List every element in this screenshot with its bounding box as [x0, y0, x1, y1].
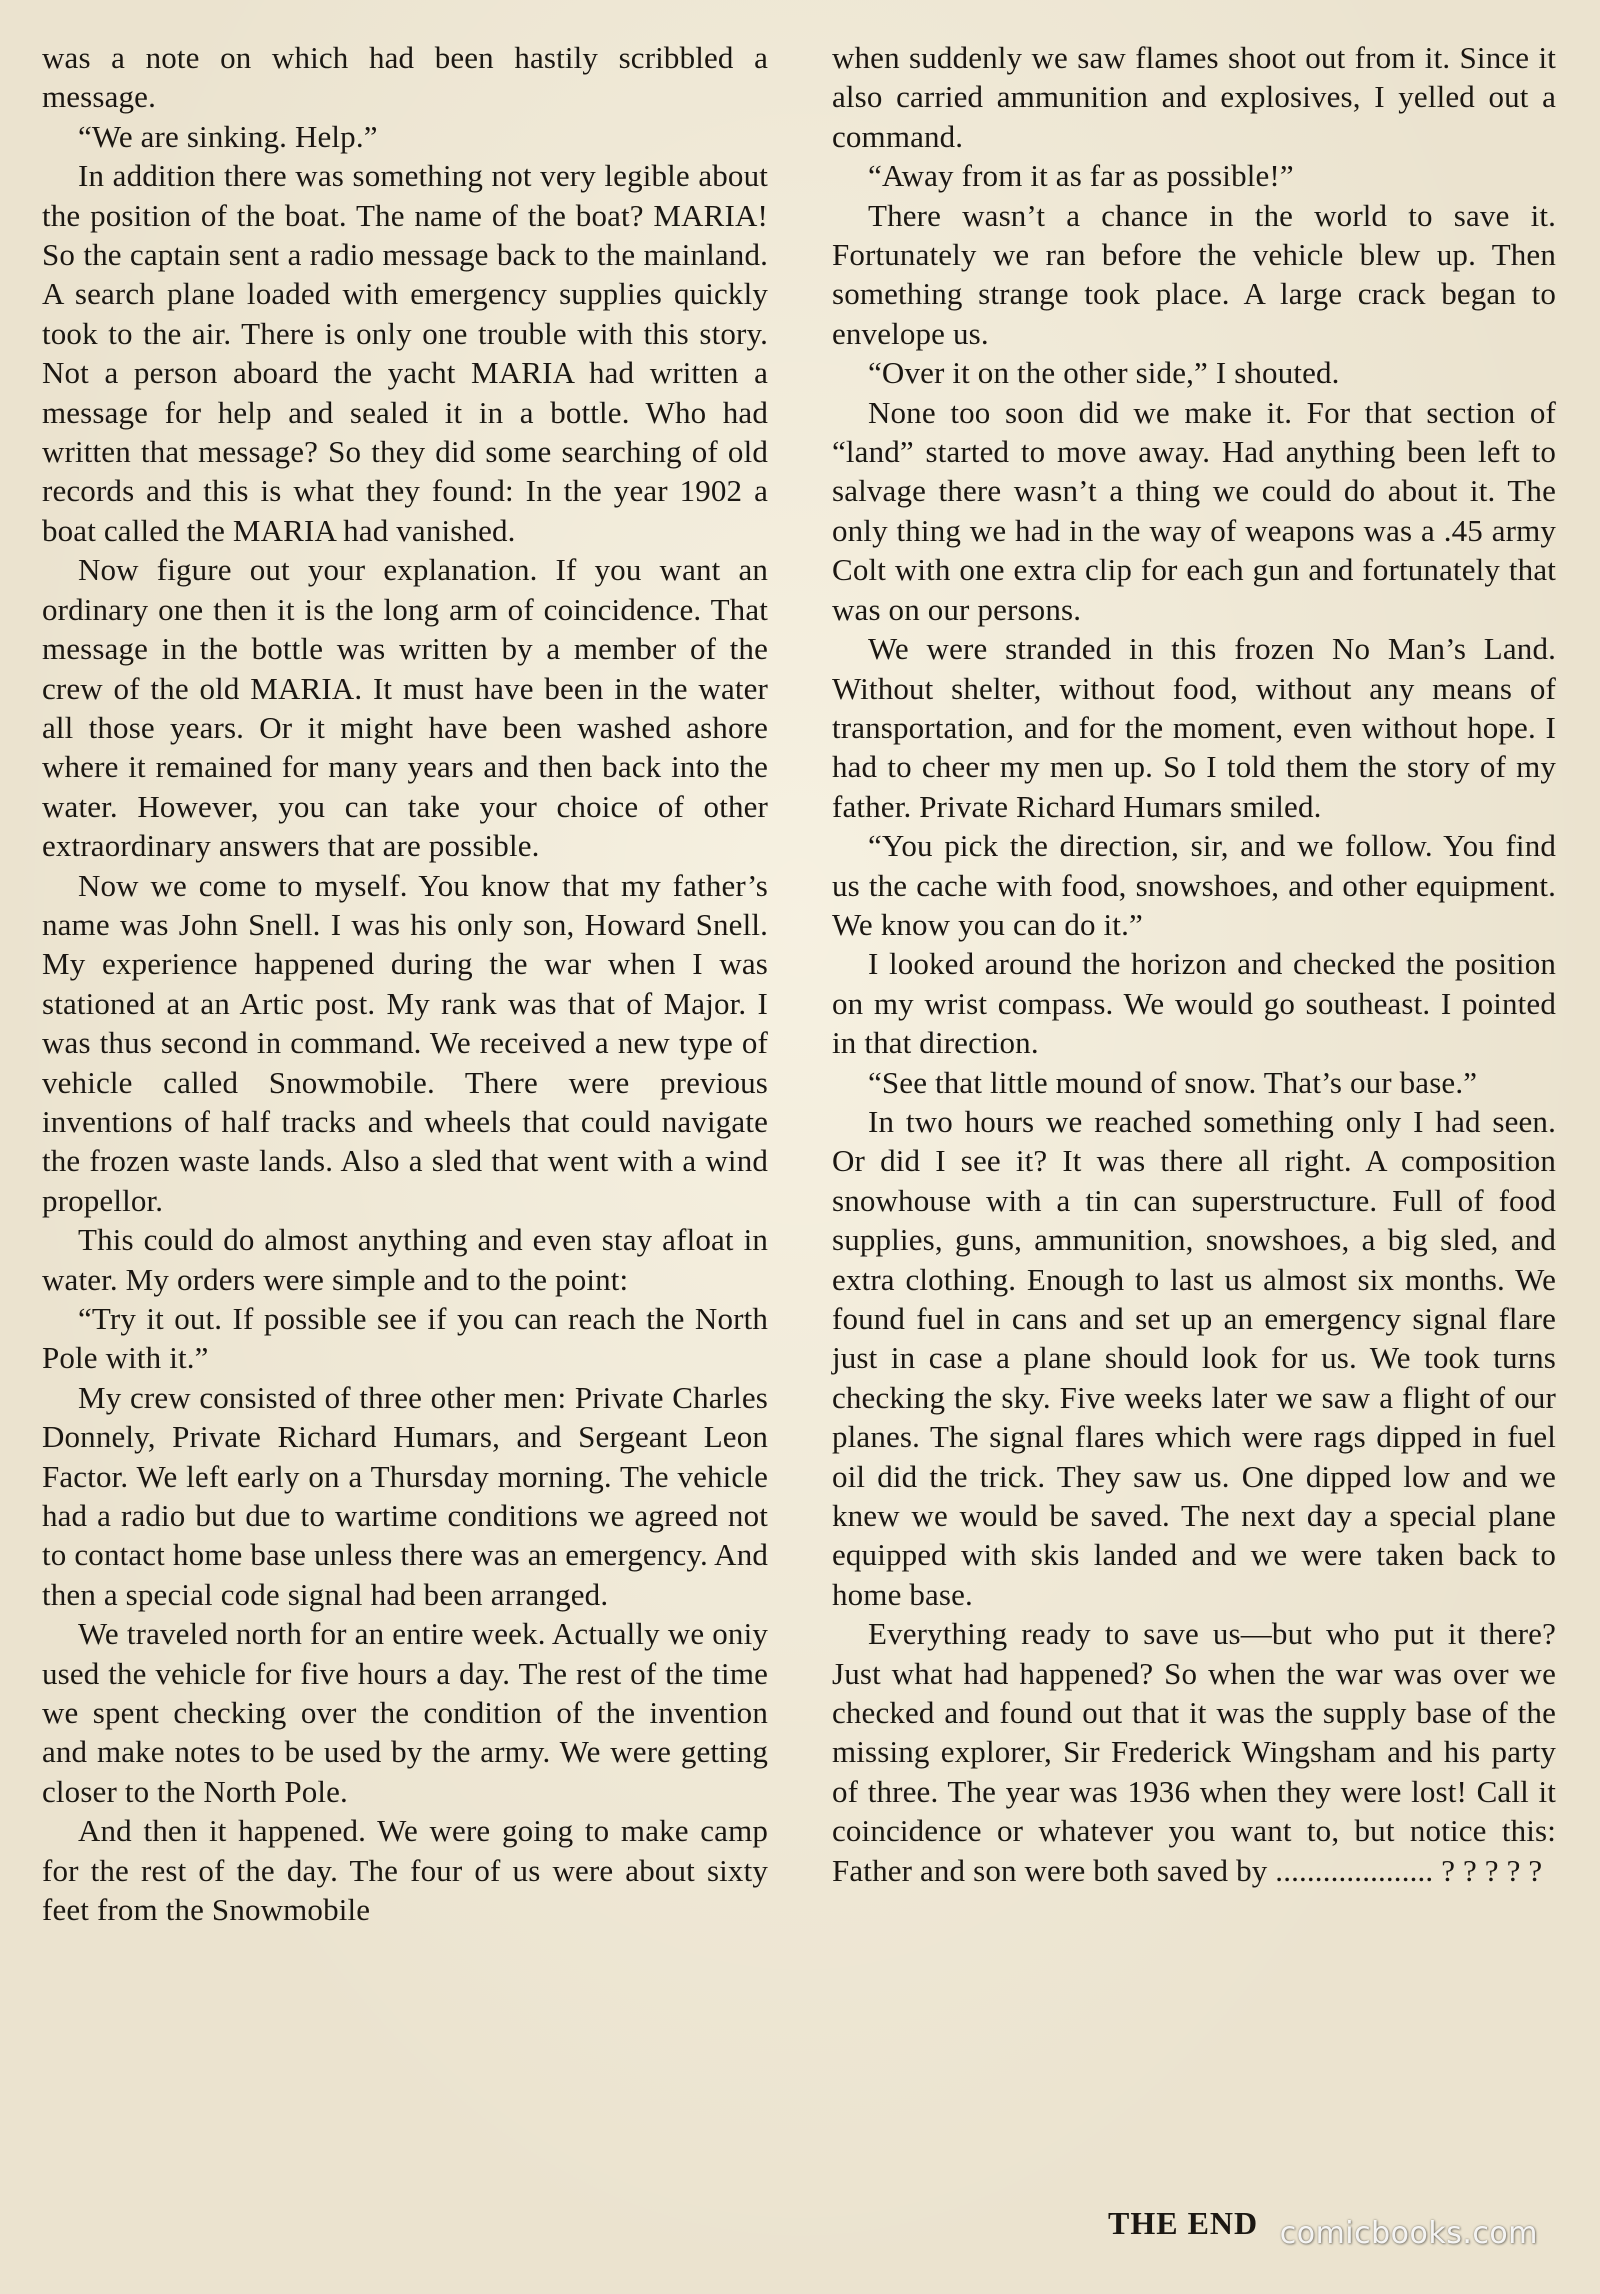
- paragraph: This could do almost anything and even stay afloat in water. My orders were simple and to the point:: [42, 1222, 768, 1297]
- paragraph: We traveled north for an entire week. Actually we oniy used the vehicle for five hours a day. The rest of the time we spent checking over the condition of the invention and make notes to be used by the army. We were getting closer to the North Pole.: [42, 1616, 768, 1809]
- paragraph: None too soon did we make it. For that section of “land” started to move away. Had anything been left to salvage there wasn’t a thing we could do about it. The only thing we had in the way of weapons was a .45 army Colt with one extra clip for each gun and fortunately that was on our persons.: [832, 394, 1556, 627]
- paragraph: And then it happened. We were going to make camp for the rest of the day. The four of us were about sixty feet from the Snowmobile: [42, 1813, 768, 1928]
- the-end-label: THE END: [1108, 2205, 1259, 2241]
- paragraph: “Try it out. If possible see if you can reach the North Pole with it.”: [42, 1301, 768, 1376]
- paragraph: In two hours we reached something only I had seen. Or did I see it? It was there all right. A composition snowhouse with a tin can superstructure. Full of food supplies, guns, ammunition, snowshoes, a big sled, and extra clothing. Enough to last us almost six months. We found fuel in cans and set up an emergency signal flare just in case a plane should look for us. We took turns checking the sky. Five weeks later we saw a flight of our planes. The signal flares which were rags dipped in fuel oil did the trick. They saw us. One dipped low and we knew we would be saved. The next day a special plane equipped with skis landed and we were taken back to home base.: [832, 1103, 1556, 1612]
- paragraph: “See that little mound of snow. That’s our base.”: [868, 1064, 1478, 1100]
- paragraph: Now figure out your explanation. If you want an ordinary one then it is the long arm of coincidence. That message in the bottle was written by a member of the crew of the old MARIA. It must have been in the water all those years. Or it might have been washed ashore where it remained for many years and then back into the water. However, you can take your choice of other extraordinary answers that are possible.: [42, 552, 768, 864]
- paragraph: My crew consisted of three other men: Private Charles Donnely, Private Richard Humars, and Sergeant Leon Factor. We left early on a Thursday morning. The vehicle had a radio but due to wartime conditions we agreed not to contact home base unless there was an emergency. And then a special code signal had been arranged.: [42, 1379, 768, 1612]
- right-column: [832, 38, 1556, 1890]
- paragraph: was a note on which had been hastily scribbled a message.: [42, 40, 768, 115]
- paragraph: “We are sinking. Help.”: [78, 118, 378, 154]
- paragraph: Everything ready to save us—but who put it there? Just what had happened? So when the war was over we checked and found out that it was the supply base of the missing explorer, Sir Frederick Wingsham and his party of three. The year was 1936 when they were lost! Call it coincidence or whatever you want to, but notice this: Father and son were both saved by .................... ? ? ? ? ?: [832, 1616, 1556, 1888]
- paragraph: We were stranded in this frozen No Man’s Land. Without shelter, without food, without any means of transportation, and for the moment, even without hope. I had to cheer my men up. So I told them the story of my father. Private Richard Humars smiled.: [832, 631, 1556, 824]
- paragraph: In addition there was something not very legible about the position of the boat. The name of the boat? MARIA! So the captain sent a radio message back to the mainland. A search plane loaded with emergency supplies quickly took to the air. There is only one trouble with this story. Not a person aboard the yacht MARIA had written a message for help and sealed it in a bottle. Who had written that message? So they did some searching of old records and this is what they found: In the year 1902 a boat called the MARIA had vanished.: [42, 158, 768, 548]
- paragraph: “You pick the direction, sir, and we follow. You find us the cache with food, snowshoes, and other equipment. We know you can do it.”: [832, 828, 1556, 942]
- paragraph: There wasn’t a chance in the world to save it. Fortunately we ran before the vehicle blew up. Then something strange took place. A large crack began to envelope us.: [832, 197, 1556, 351]
- left-column: [42, 38, 768, 1930]
- paragraph: I looked around the horizon and checked the position on my wrist compass. We would go southeast. I pointed in that direction.: [832, 946, 1556, 1061]
- paragraph: Now we come to myself. You know that my father’s name was John Snell. I was his only son, Howard Snell. My experience happened during the war when I was stationed at an Artic post. My rank was that of Major. I was thus second in command. We received a new type of vehicle called Snowmobile. There were previous inventions of half tracks and wheels that could navigate the frozen waste lands. Also a sled that went with a wind propellor.: [42, 867, 768, 1218]
- watermark: comicbooks.com: [1279, 2216, 1538, 2251]
- paragraph: “Away from it as far as possible!”: [868, 158, 1294, 194]
- paragraph: when suddenly we saw flames shoot out from it. Since it also carried ammunition and explosives, I yelled out a command.: [832, 40, 1556, 154]
- paragraph: “Over it on the other side,” I shouted.: [868, 355, 1340, 391]
